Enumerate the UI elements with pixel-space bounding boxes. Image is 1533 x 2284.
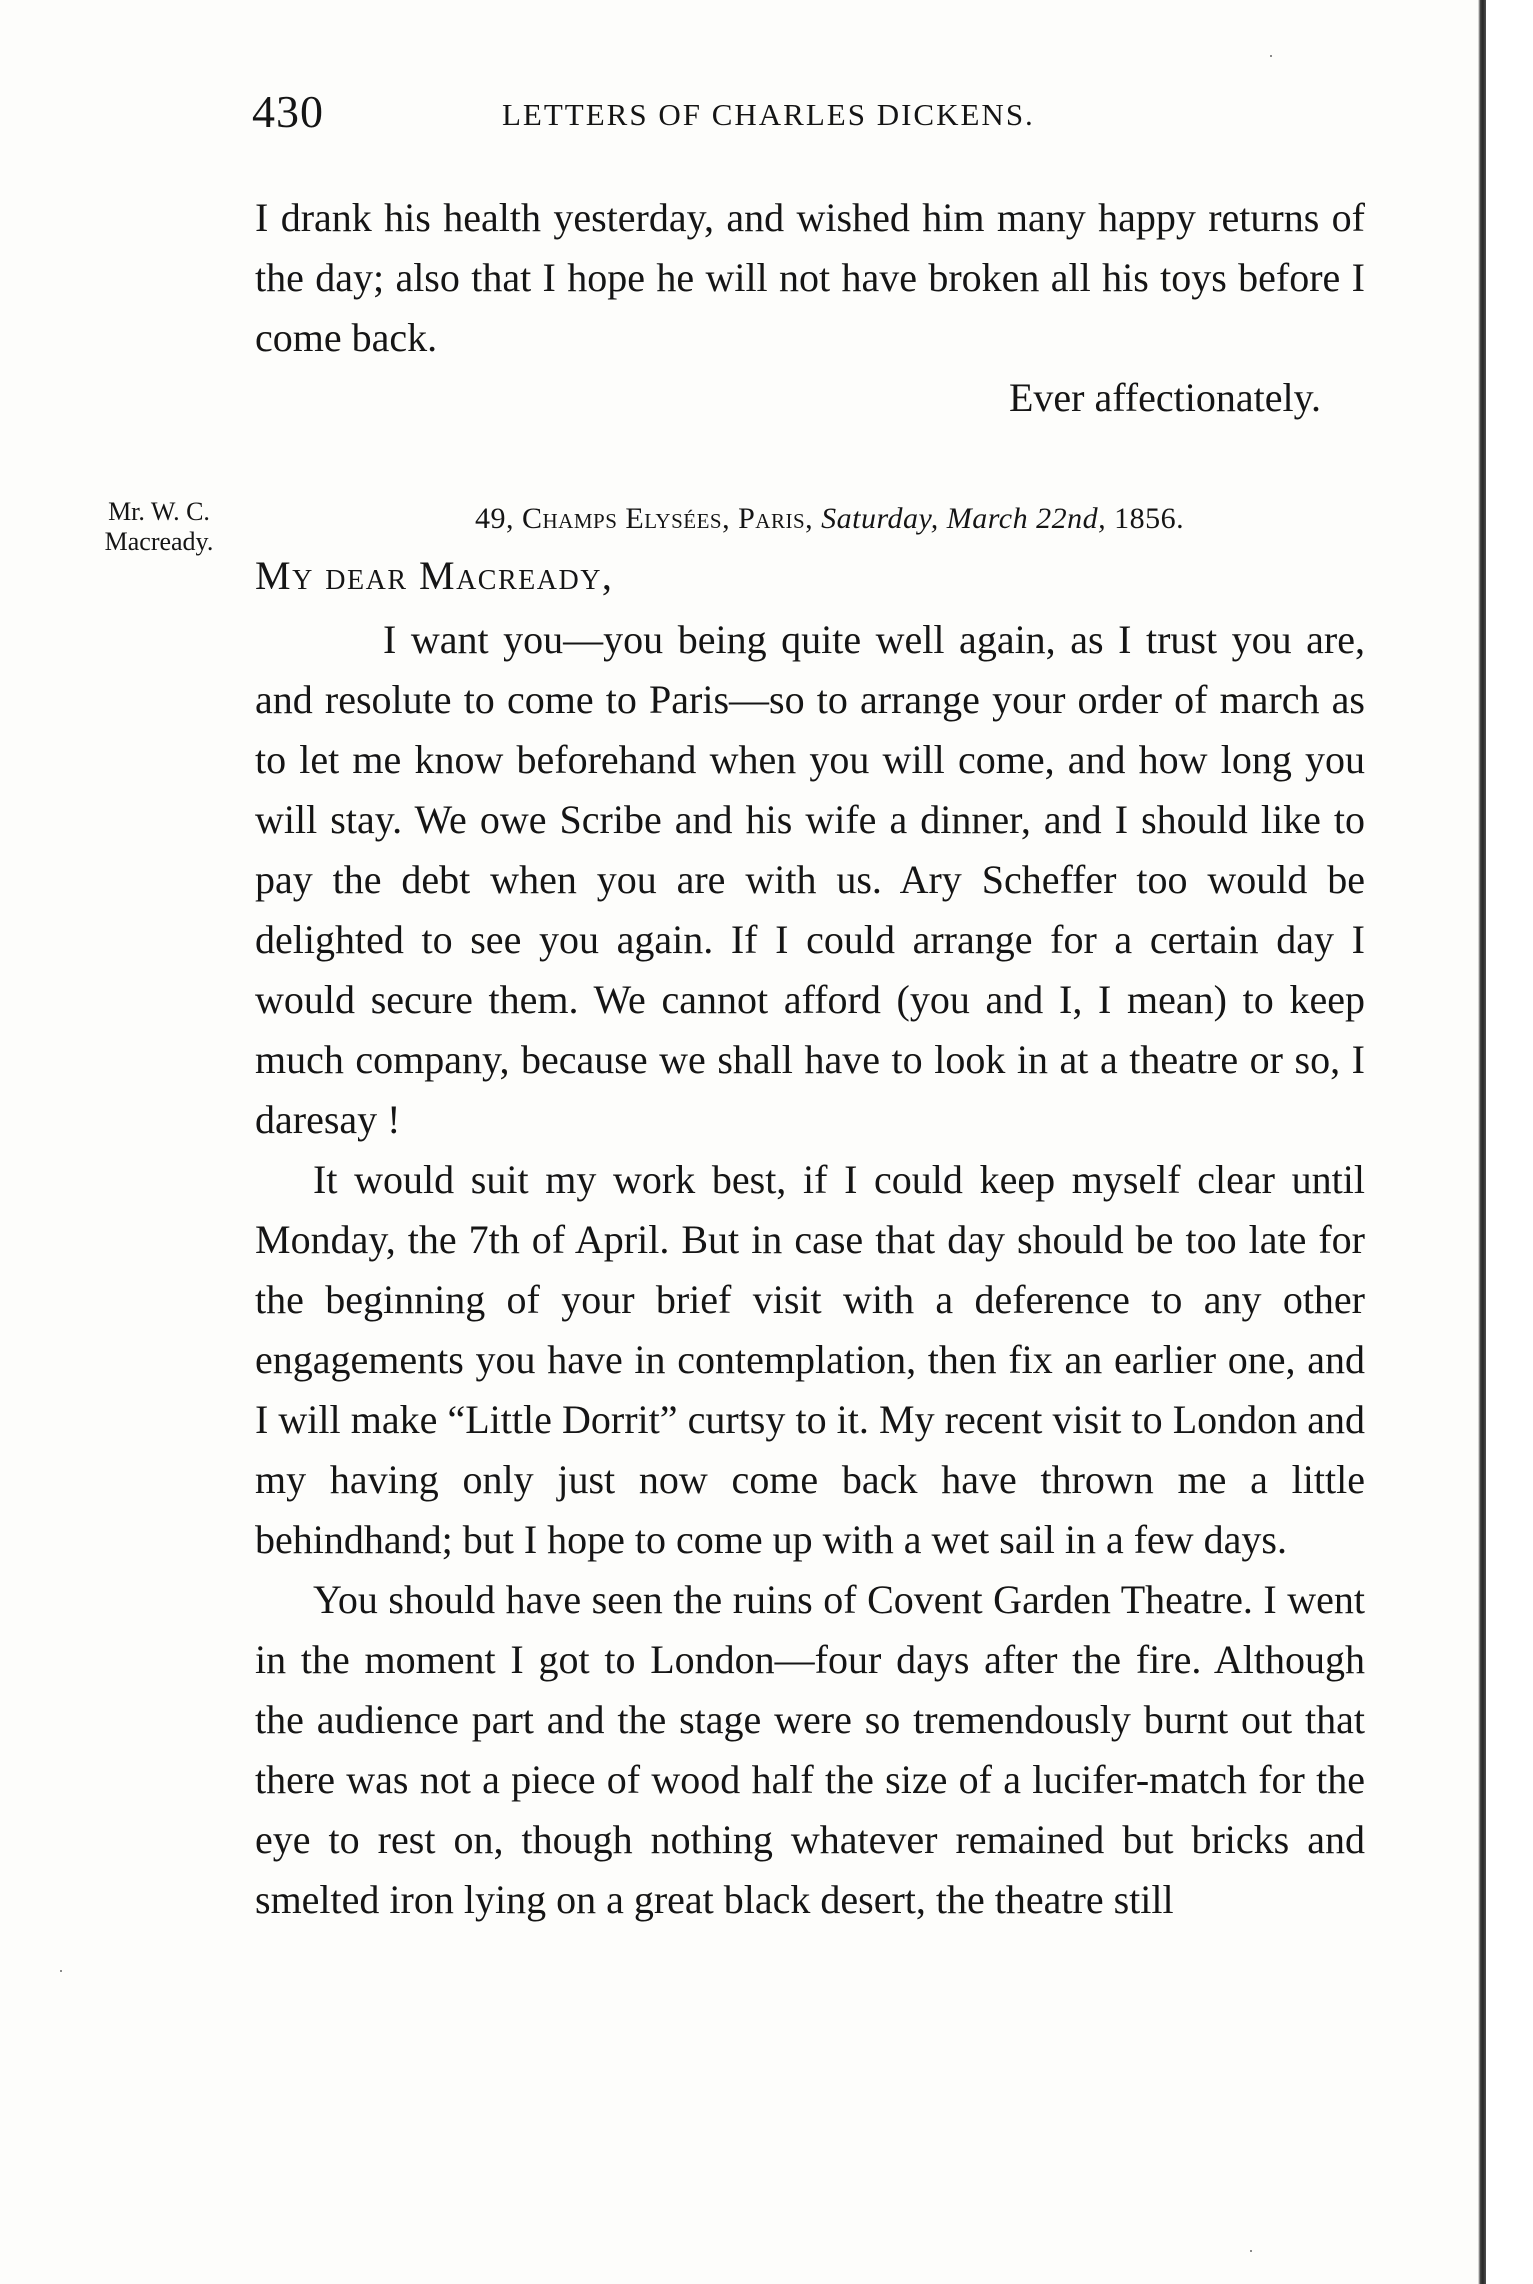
letter-paragraph: You should have seen the ruins of Covent Garden Theatre. I went in the moment I got to London—four days after the fire. Although the audience part and the stage were so tremendously burnt out that there was not a piece of wood half the size of a lucifer-match for the eye to rest on, though nothing whatever remained but bricks and smelted iron lying on a great black desert, the theatre still: [255, 1577, 1365, 1922]
page-gutter-edge: [1478, 0, 1486, 2284]
scan-speck: [1270, 55, 1272, 57]
scan-speck: [60, 1970, 62, 1972]
letter-body: [255, 610, 1365, 1930]
letter-paragraph: It would suit my work best, if I could keep myself clear until Monday, the 7th of April. But in case that day should be too late for the beginning of your brief visit with a deference to any other engagements you have in contemplation, then fix an earlier one, and I will make “Little Dorrit” curtsy to it. My recent visit to London and my having only just now come back have thrown me a little behindhand; but I hope to come up with a wet sail in a few days.: [255, 1157, 1365, 1562]
letter-paragraph: I want you—you being quite well again, as I trust you are, and resolute to come to Paris—so to arrange your order of march as to let me know beforehand when you will come, and how long you will stay. We owe Scribe and his wife a dinner, and I should like to pay the debt when you are with us. Ary Scheffer too would be delighted to see you again. If I could arrange for a certain day I would secure them. We cannot afford (you and I, I mean) to keep much company, because we shall have to look in at a theatre or so, I daresay !: [255, 617, 1365, 1142]
dateline-year: 1856.: [1114, 502, 1185, 535]
dateline-address: 49, Champs Elysées, Paris,: [475, 502, 814, 535]
dateline-date: Saturday, March 22nd,: [821, 502, 1107, 535]
margin-note-line: Mr. W. C.: [108, 497, 210, 526]
previous-letter-ending: [255, 188, 1365, 368]
margin-note-line: Macready.: [104, 527, 214, 556]
scan-speck: [1250, 2250, 1252, 2252]
margin-note-recipient: [84, 497, 234, 557]
running-head: LETTERS OF CHARLES DICKENS.: [502, 97, 1035, 132]
page-number: 430: [252, 86, 324, 137]
letter-dateline: [475, 502, 1184, 536]
letter-closing: Ever affectionately.: [1008, 375, 1321, 420]
page-margin-right: [1486, 0, 1533, 2284]
page-header: [252, 85, 1362, 145]
letter-salutation: My dear Macready,: [255, 553, 614, 598]
previous-letter-paragraph: I drank his health yesterday, and wished him many happy returns of the day; also that I hope he will not have broken all his toys before I come back.: [255, 195, 1365, 360]
